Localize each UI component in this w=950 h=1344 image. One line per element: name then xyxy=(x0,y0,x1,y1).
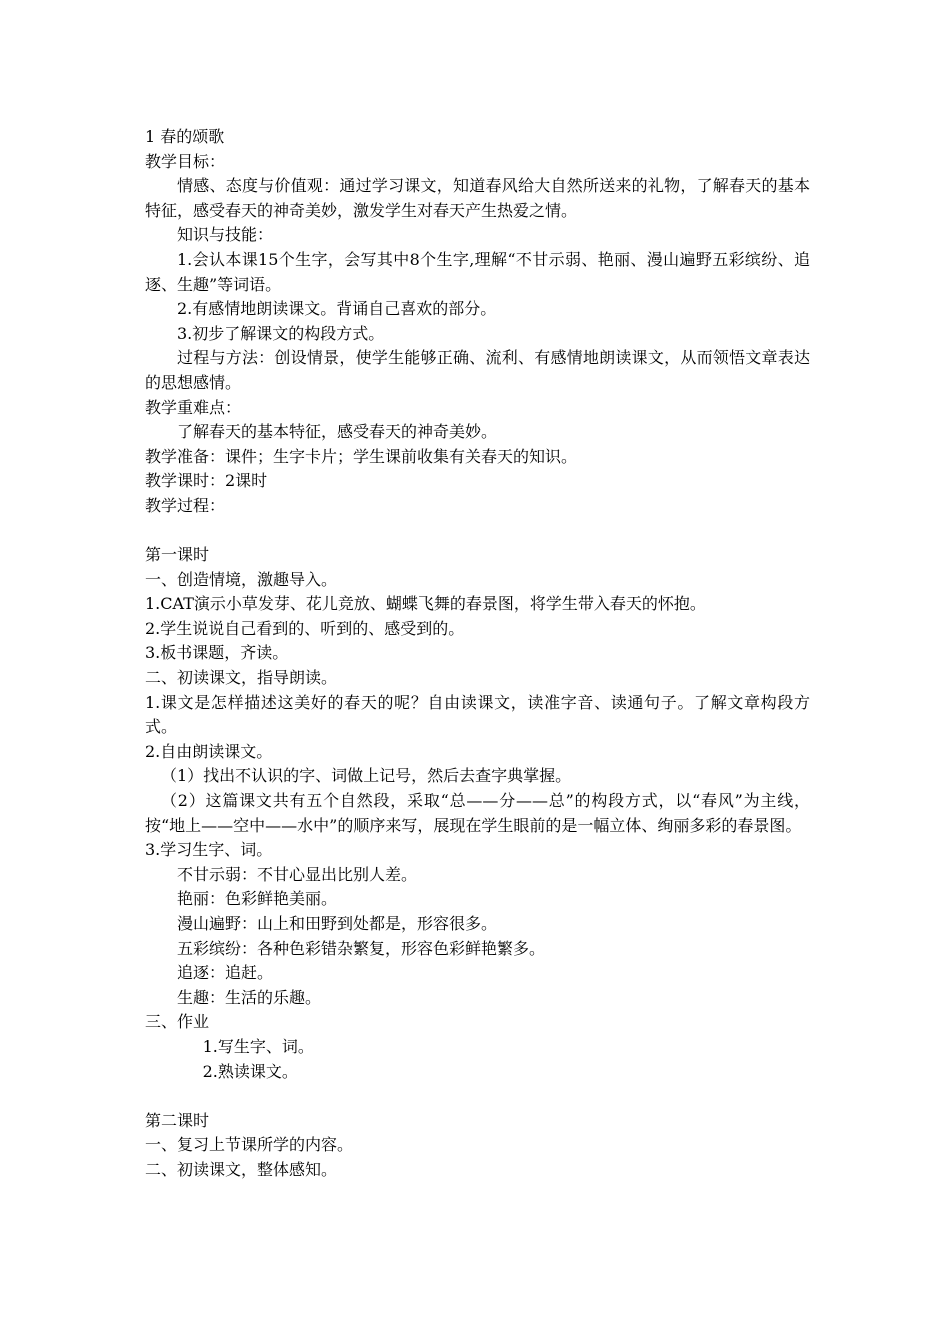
lesson1-step-2-1: 1.课文是怎样描述这美好的春天的呢？自由读课文，读准字音、读通句子。了解文章构段方式。 xyxy=(145,692,810,737)
lesson1-step-2-2a: （1）找出不认识的字、词做上记号，然后去查字典掌握。 xyxy=(161,766,572,786)
lesson1-step-1-3: 3.板书课题，齐读。 xyxy=(145,643,289,663)
vocab-item: 五彩缤纷：各种色彩错杂繁复，形容色彩鲜艳繁多。 xyxy=(177,938,546,958)
vocab-item: 漫山遍野：山上和田野到处都是，形容很多。 xyxy=(177,914,498,933)
lesson1-step-1-2: 2.学生说说自己看到的、听到的、感受到的。 xyxy=(145,618,465,638)
lesson2-heading: 第二课时 xyxy=(145,1110,210,1130)
knowledge-heading: 知识与技能： xyxy=(177,225,274,245)
difficulty-heading: 教学重难点： xyxy=(145,397,242,417)
lesson1-step-1-1: 1.CAT演示小草发芽、花儿竞放、蝴蝶飞舞的春景图，将学生带入春天的怀抱。 xyxy=(145,594,706,614)
process-objective: 过程与方法：创设情景，使学生能够正确、流利、有感情地朗读课文，从而领悟文章表达的思想感情。 xyxy=(145,348,810,392)
lesson1-step-2-3: 3.学习生字、词。 xyxy=(145,840,273,860)
vocab-item: 不甘示弱：不甘心显出比别人差。 xyxy=(177,864,418,884)
emotion-objective: 情感、态度与价值观：通过学习课文，知道春风给大自然所送来的礼物，了解春天的基本特征，感受春天的神奇美妙，激发学生对春天产生热爱之情。 xyxy=(145,176,810,220)
knowledge-item-1: 1.会认本课15个生字，会写其中8个生字,理解“不甘示弱、艳丽、漫山遍野五彩缤纷、追逐、生趣”等词语。 xyxy=(145,249,810,294)
vocab-item: 艳丽：色彩鲜艳美丽。 xyxy=(177,889,338,909)
lesson-title: 1 春的颂歌 xyxy=(145,127,225,146)
knowledge-item-2: 2.有感情地朗读课文。背诵自己喜欢的部分。 xyxy=(177,299,497,319)
lesson1-section-3: 三、作业 xyxy=(145,1012,210,1032)
lesson1-section-2: 二、初读课文，指导朗读。 xyxy=(145,668,338,688)
lesson2-section-1: 一、复习上节课所学的内容。 xyxy=(145,1135,354,1155)
spacer xyxy=(145,1084,810,1109)
class-hours: 教学课时：2课时 xyxy=(145,471,268,491)
lesson2-section-2: 二、初读课文，整体感知。 xyxy=(145,1159,338,1179)
spacer xyxy=(145,519,810,544)
vocab-item: 追逐：追赶。 xyxy=(177,963,274,983)
homework-item-1: 1.写生字、词。 xyxy=(202,1036,314,1056)
knowledge-item-3: 3.初步了解课文的构段方式。 xyxy=(177,323,385,343)
lesson1-step-2-2b: （2）这篇课文共有五个自然段，采取“总——分——总”的构段方式，以“春风”为主线，按“地上——空中——水中”的顺序来写，展现在学生眼前的是一幅立体、绚丽多彩的春景图。 xyxy=(145,791,810,835)
document-page xyxy=(145,125,810,1183)
homework-item-2: 2.熟读课文。 xyxy=(202,1061,298,1081)
vocab-item: 生趣：生活的乐趣。 xyxy=(177,987,322,1007)
procedure-heading: 教学过程： xyxy=(145,495,226,515)
lesson1-heading: 第一课时 xyxy=(145,545,210,565)
difficulty-text: 了解春天的基本特征，感受春天的神奇美妙。 xyxy=(177,422,498,442)
lesson1-step-2-2: 2.自由朗读课文。 xyxy=(145,741,273,761)
objectives-heading: 教学目标： xyxy=(145,151,226,171)
preparation: 教学准备：课件；生字卡片；学生课前收集有关春天的知识。 xyxy=(145,446,578,466)
lesson1-section-1: 一、创造情境，激趣导入。 xyxy=(145,569,338,589)
